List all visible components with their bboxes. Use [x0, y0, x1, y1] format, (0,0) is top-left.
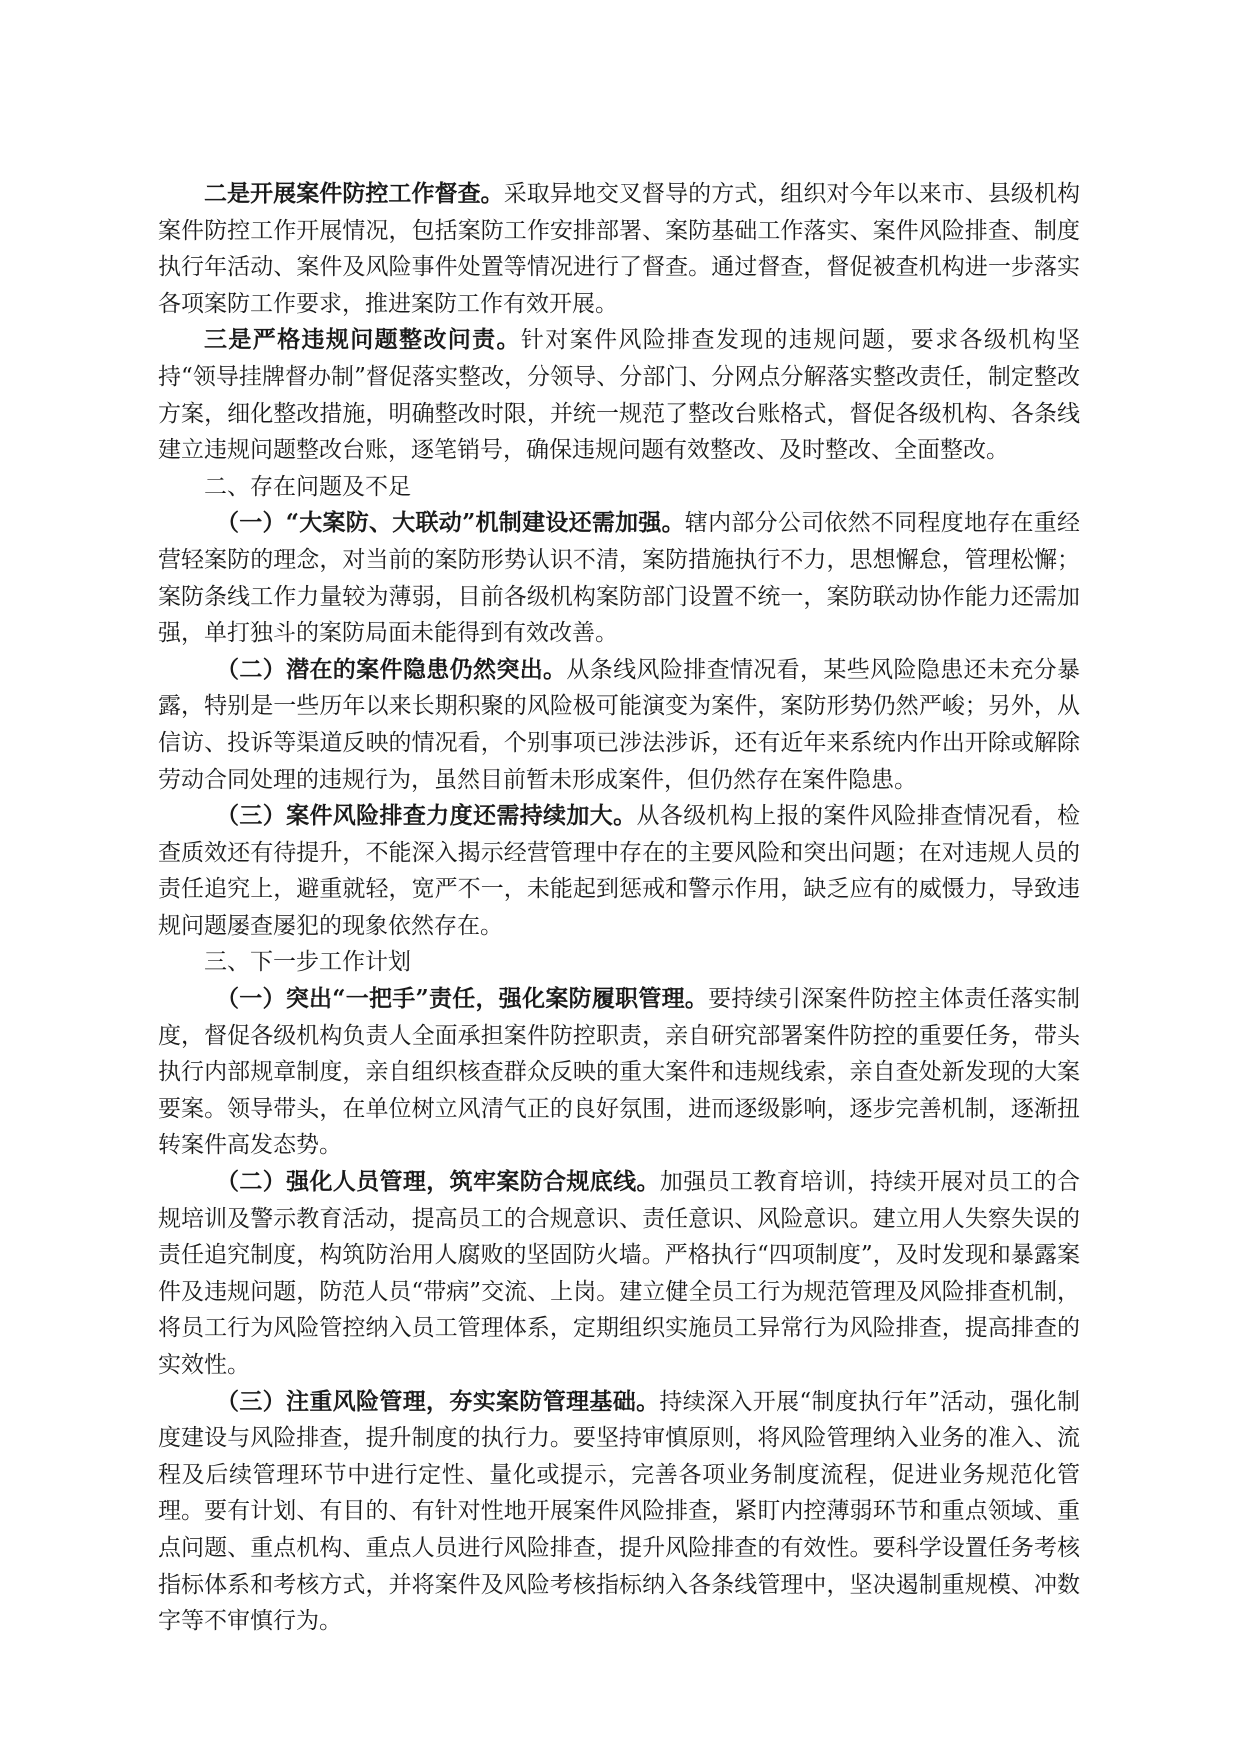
item-body: 从各级机构上报的案件风险排查情况看，检查质效还有待提升，不能深入揭示经营管理中存在的主要风险和突出问题；在对违规人员的责任追究上，避重就轻，宽严不一，未能起到惩戒和警示作用，缺乏应有的威慑力，导致违规问题屡查屡犯的现象依然存在。	[158, 803, 1081, 939]
problem-item-3	[158, 798, 1080, 944]
paragraph-lead: 二是开展案件防控工作督查。	[204, 180, 504, 207]
item-lead: （一）突出“一把手”责任，强化案防履职管理。	[216, 985, 709, 1013]
item-body: 持续深入开展“制度执行年”活动，强化制度建设与风险排查，提升制度的执行力。要坚持审慎原则，将风险管理纳入业务的准入、流程及后续管理环节中进行定性、量化或提示，完善各项业务制度流程，促进业务规范化管理。要有计划、有目的、有针对性地开展案件风险排查，紧盯内控薄弱环节和重点领域、重点问题、重点机构、重点人员进行风险排查，提升风险排查的有效性。要科学设置任务考核指标体系和考核方式，并将案件及风险考核指标纳入各条线管理中，坚决遏制重规模、冲数字等不审慎行为。	[158, 1388, 1080, 1635]
item-body: 要持续引深案件防控主体责任落实制度，督促各级机构负责人全面承担案件防控职责，亲自研究部署案件防控的重要任务，带头执行内部规章制度，亲自组织核查群众反映的重大案件和违规线索，亲自查处新发现的大案要案。领导带头，在单位树立风清气正的良好氛围，进而逐级影响，逐步完善机制，逐渐扭转案件高发态势。	[158, 986, 1081, 1159]
document-body	[158, 176, 1080, 1640]
plan-item-1	[158, 981, 1080, 1164]
section-heading-plan: 三、下一步工作计划	[204, 949, 411, 976]
paragraph-supervision	[158, 176, 1080, 322]
section-heading-problems: 二、存在问题及不足	[204, 473, 411, 500]
paragraph-body: 针对案件风险排查发现的违规问题，要求各级机构坚持“领导挂牌督办制”督促落实整改，分领导、分部门、分网点分解落实整改责任，制定整改方案，细化整改措施，明确整改时限，并统一规范了整改台账格式，督促各级机构、各条线建立违规问题整改台账，逐笔销号，确保违规问题有效整改、及时整改、全面整改。	[158, 327, 1081, 464]
plan-item-3	[158, 1384, 1080, 1640]
paragraph-rectification	[158, 322, 1080, 468]
paragraph-lead: 三是严格违规问题整改问责。	[204, 326, 521, 354]
plan-item-2	[158, 1164, 1080, 1384]
item-lead: （三）案件风险排查力度还需持续加大。	[216, 802, 637, 830]
problem-item-2	[158, 652, 1080, 798]
problem-item-1	[158, 505, 1080, 651]
paragraph-body: 采取异地交叉督导的方式，组织对今年以来市、县级机构案件防控工作开展情况，包括案防工作安排部署、案防基础工作落实、案件风险排查、制度执行年活动、案件及风险事件处置等情况进行了督查。通过督查，督促被查机构进一步落实各项案防工作要求，推进案防工作有效开展。	[158, 181, 1081, 317]
item-body: 辖内部分公司依然不同程度地存在重经营轻案防的理念，对当前的案防形势认识不清，案防措施执行不力，思想懈怠，管理松懈；案防条线工作力量较为薄弱，目前各级机构案防部门设置不统一，案防联动协作能力还需加强，单打独斗的案防局面未能得到有效改善。	[158, 510, 1080, 647]
item-lead: （一）“大案防、大联动”机制建设还需加强。	[216, 509, 685, 537]
item-lead: （二）潜在的案件隐患仍然突出。	[216, 655, 567, 683]
item-lead: （二）强化人员管理，筑牢案防合规底线。	[216, 1168, 660, 1196]
item-body: 加强员工教育培训，持续开展对员工的合规培训及警示教育活动，提高员工的合规意识、责任意识、风险意识。建立用人失察失误的责任追究制度，构筑防治用人腐败的坚固防火墙。严格执行“四项制度”，及时发现和暴露案件及违规问题，防范人员“带病”交流、上岗。建立健全员工行为规范管理及风险排查机制，将员工行为风险管控纳入员工管理体系，定期组织实施员工异常行为风险排查，提高排查的实效性。	[158, 1169, 1081, 1378]
item-body: 从条线风险排查情况看，某些风险隐患还未充分暴露，特别是一些历年以来长期积聚的风险极可能演变为案件，案防形势仍然严峻；另外，从信访、投诉等渠道反映的情况看，个别事项已涉法涉诉，还有近年来系统内作出开除或解除劳动合同处理的违规行为，虽然目前暂未形成案件，但仍然存在案件隐患。	[158, 656, 1081, 793]
item-lead: （三）注重风险管理，夯实案防管理基础。	[216, 1387, 660, 1415]
